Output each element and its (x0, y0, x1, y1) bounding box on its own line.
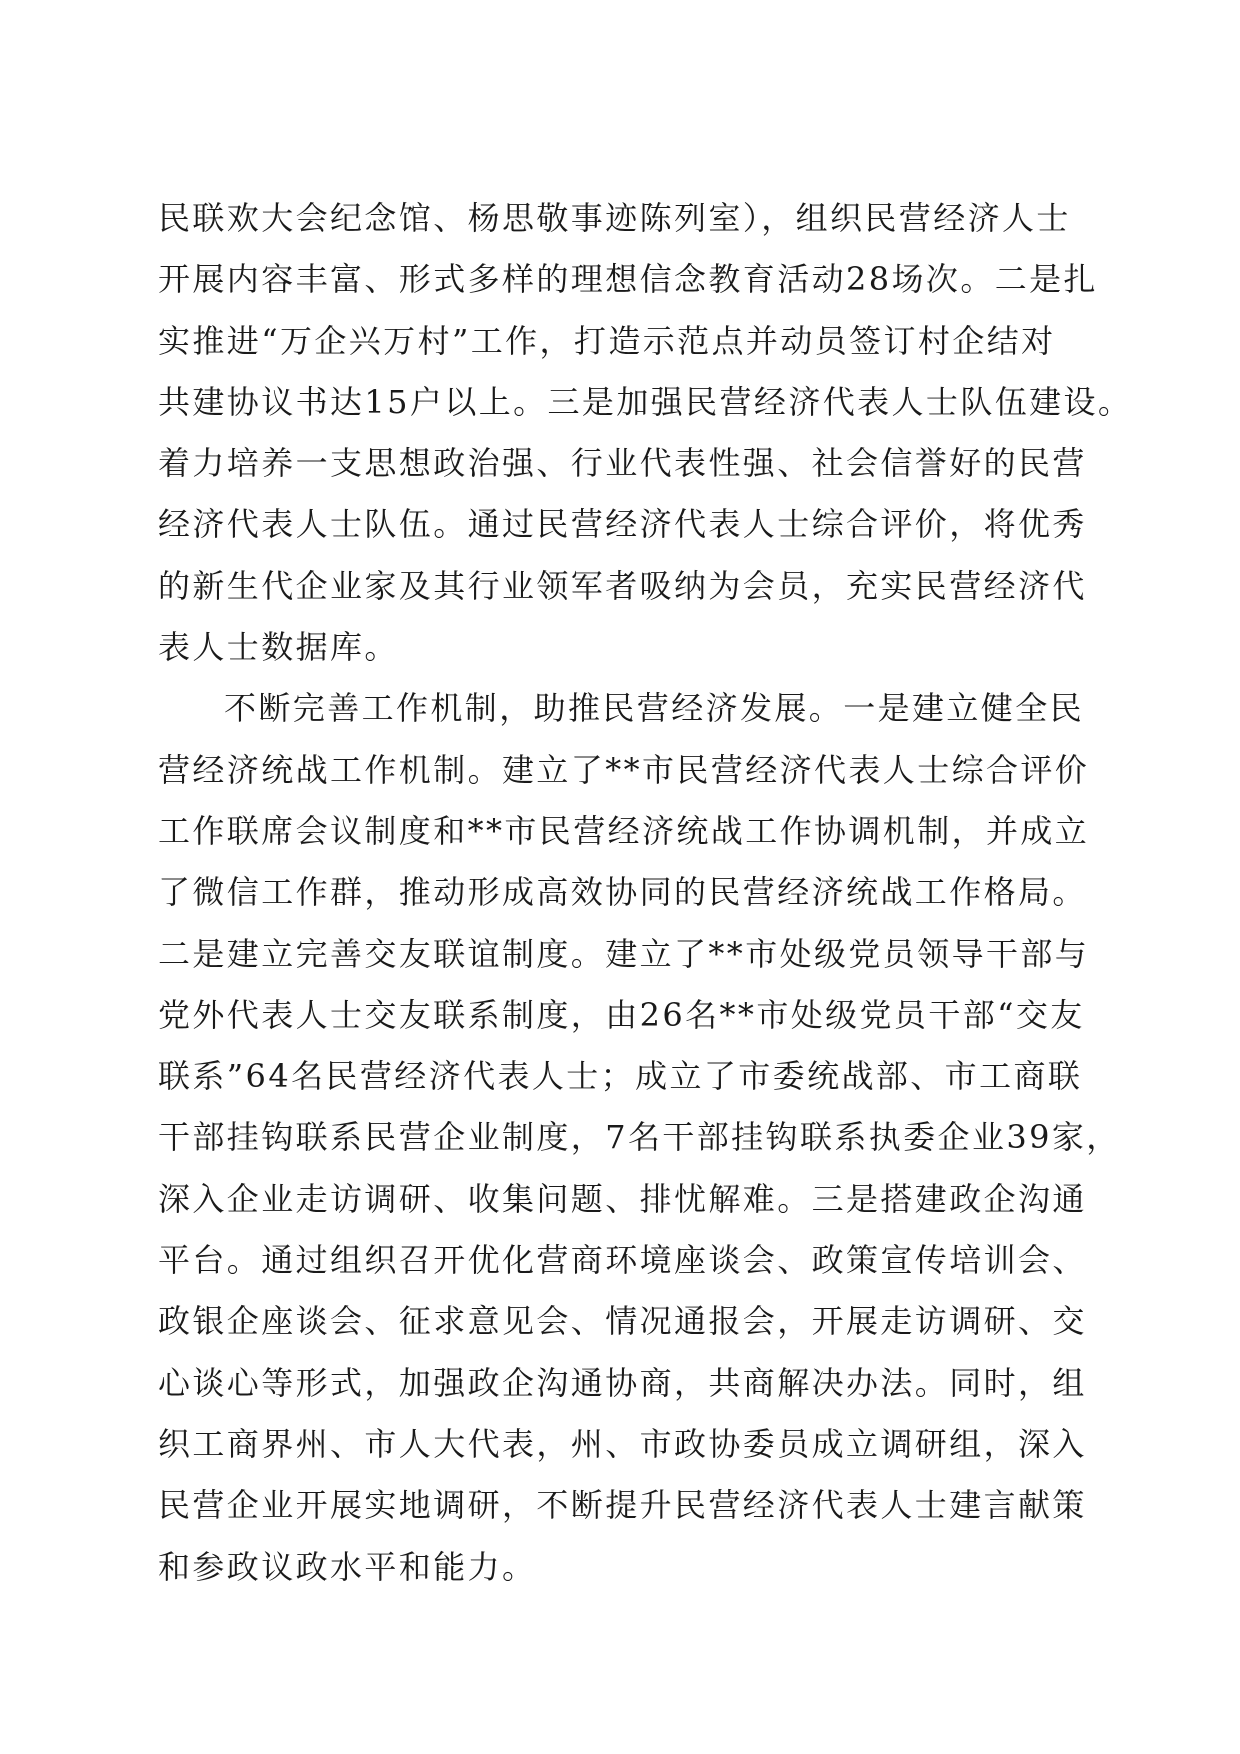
text-line: 经济代表人士队伍。通过民营经济代表人士综合评价，将优秀 (158, 505, 1087, 544)
text-line: 平台。通过组织召开优化营商环境座谈会、政策宣传培训会、 (158, 1241, 1087, 1280)
text-line: 政银企座谈会、征求意见会、情况通报会，开展走访调研、交 (158, 1302, 1087, 1341)
text-line: 联系”64名民营经济代表人士；成立了市委统战部、市工商联 (158, 1057, 1083, 1096)
text-line: 心谈心等形式，加强政企沟通协商，共商解决办法。同时，组 (158, 1363, 1087, 1402)
text-line: 民营企业开展实地调研，不断提升民营经济代表人士建言献策 (158, 1486, 1087, 1525)
text-line: 的新生代企业家及其行业领军者吸纳为会员，充实民营经济代 (158, 566, 1087, 605)
text-line: 二是建立完善交友联谊制度。建立了**市处级党员领导干部与 (158, 934, 1090, 973)
text-line: 了微信工作群，推动形成高效协同的民营经济统战工作格局。 (158, 873, 1087, 912)
body-text (158, 188, 1133, 1598)
paragraph-first-line: 不断完善工作机制，助推民营经济发展。一是建立健全民 (224, 689, 1085, 728)
text-line: 党外代表人士交友联系制度，由26名**市处级党员干部“交友 (158, 995, 1085, 1034)
text-line: 着力培养一支思想政治强、行业代表性强、社会信誉好的民营 (158, 444, 1087, 483)
text-line: 工作联席会议制度和**市民营经济统战工作协调机制，并成立 (158, 811, 1090, 850)
text-line: 营经济统战工作机制。建立了**市民营经济代表人士综合评价 (158, 750, 1090, 789)
text-line: 织工商界州、市人大代表，州、市政协委员成立调研组，深入 (158, 1424, 1087, 1463)
text-line: 干部挂钩联系民营企业制度，7名干部挂钩联系执委企业39家， (158, 1118, 1121, 1157)
text-line: 共建协议书达15户以上。三是加强民营经济代表人士队伍建设。 (158, 382, 1133, 421)
text-line: 开展内容丰富、形式多样的理想信念教育活动28场次。二是扎 (158, 260, 1098, 299)
text-line: 和参政议政水平和能力。 (158, 1547, 537, 1586)
text-line: 实推进“万企兴万村”工作，打造示范点并动员签订村企结对 (158, 321, 1056, 360)
text-line: 深入企业走访调研、收集问题、排忧解难。三是搭建政企沟通 (158, 1179, 1087, 1218)
text-line: 表人士数据库。 (158, 628, 399, 667)
text-line: 民联欢大会纪念馆、杨思敬事迹陈列室），组织民营经济人士 (158, 199, 1071, 237)
